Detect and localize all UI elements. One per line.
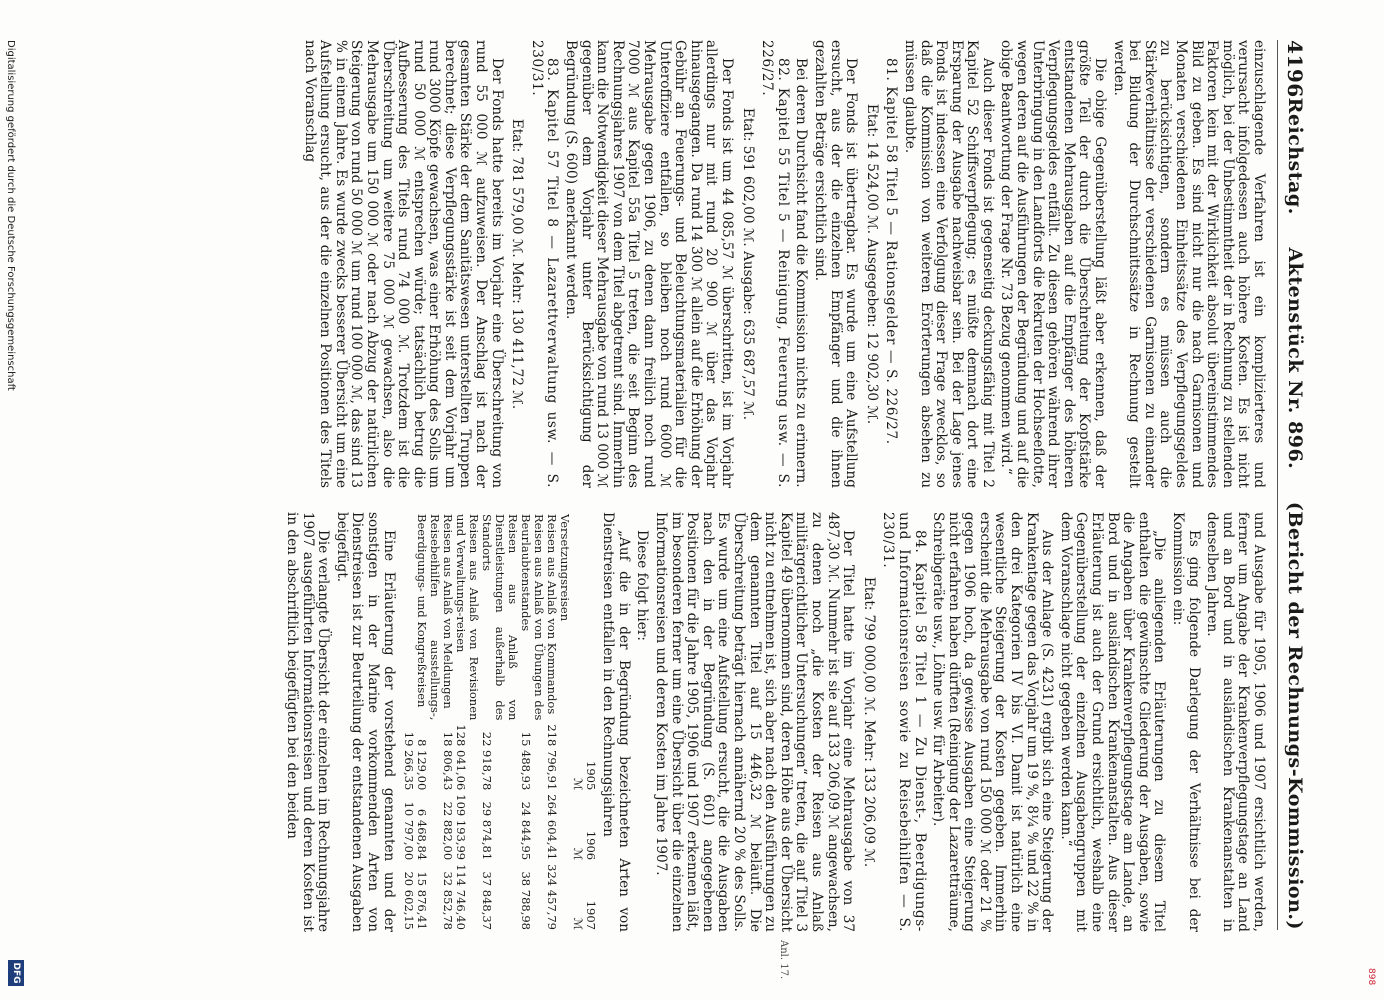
table-cell: 29 874,81 <box>479 801 494 861</box>
paragraph: Auch dieser Fonds ist gegenseitig deckungsfähig mit Titel 2 Kapitel 52 Schiffsverpflegung; es müßte demnach dort eine Ersparung der Ausgabe nachweisbar sein. Bei der Lage jenes Fonds ist indessen eine Verfolgung dieser Frage zwecklos, so daß die Kommission von weiteren Erörterungen absehen zu müssen glaubte. <box>901 40 996 488</box>
section-heading: 83. Kapitel 57 Titel 8 — Lazarettverwaltung usw. — S. 230/31. <box>528 40 561 488</box>
table-row-label: Versetzungsreisen <box>557 514 572 622</box>
table-cell: 20 602,15 <box>401 871 416 930</box>
table-cell: 15 488,93 <box>518 731 533 791</box>
paragraph: Bei deren Durchsicht fand die Kommission nichts zu erinnern. <box>793 58 810 488</box>
table-cell: 19 266,35 <box>401 731 416 791</box>
section-heading: 84. Kapitel 58 Titel 1 — Zu Dienst-, Beerdigungs- und Informationsreisen sowie zu Reisebeihilfen — S. 230/31. <box>880 512 928 932</box>
page-stamp: 898 <box>1366 968 1376 986</box>
table-cell: 37 848,37 <box>479 871 494 930</box>
table-row <box>558 512 571 932</box>
table-cell: 22 918,78 <box>479 731 494 791</box>
table-cell: 15 876,41 <box>414 871 429 930</box>
left-column <box>30 40 1266 488</box>
paragraph: Eine Erläuterung der vorstehend genannten und der sonstigen in der Marine vorkommenden Arten von Dienstreisen ist zur Beurteilung der entstandenen Ausgaben beigefügt. <box>333 512 397 932</box>
table-cell: 18 806,43 <box>440 731 455 791</box>
paragraph: einzuschlagende Verfahren ist ein komplizierteres und verursacht infolgedessen auch höhere Kosten. Es ist nicht möglich, bei der Unbestimmtheit der in Rechnung zu stellenden Faktoren kein mit der Wirklichkeit absolut übereinstimmendes Bild zu geben. Es sind nicht nur die nach Garnisonen und Monaten verschiedenen Einheitssätze des Verpflegungsgeldes zu berücksichtigen, sondern es müssen auch die Stärkeverhältnisse der verschiedenen Garnisonen zu einander bei Bildung der Durchschnittssätze in Rechnung gestellt werden. <box>1110 40 1267 488</box>
table-row <box>441 512 454 932</box>
table-row <box>519 512 545 932</box>
table-cell: 109 193,99 <box>453 794 468 861</box>
header-document: Aktenstück Nr. 896. <box>1284 247 1306 470</box>
budget-line: Etat: 14 524,00 ℳ. Ausgegeben: 12 902,30 ℳ. <box>863 103 880 425</box>
table-cell: 24 844,95 <box>518 801 533 861</box>
table-cell <box>558 722 571 792</box>
paragraph: Diese folgt hier: <box>634 530 651 641</box>
table-unit: ℳ <box>570 847 585 861</box>
budget-line: Etat: 799 000,00 ℳ. Mehr: 133 206,09 ℳ. <box>860 576 877 868</box>
paragraph: und Ausgabe für 1905, 1906 und 1907 ersichtlich werden, ferner um Angabe der Krankenverpflegungstage an Land und an Bord und in ausländischen Krankenanstalten in denselben Jahren. <box>1204 512 1267 932</box>
table-row <box>415 512 441 932</box>
table-cell: 264 604,41 <box>544 794 559 861</box>
table-row-label <box>402 512 415 722</box>
paragraph: Aus der Anlage (S. 4231) ergibt sich eine Steigerung der Krankentage gegen das Vorjahr um 19 %, 8¼ % und 22 % in den drei Kategorien IV bis VI. Damit ist natürlich eine wesentliche Steigerung der Kosten gegeben. Immerhin erscheint die Mehrausgabe von rund 150 000 ℳ oder 21 % gegen 1906 hoch, da gewisse Ausgaben eine Steigerung nicht erfahren haben dürften (Reinigung der Lazaretträume, Schreibgeräte usw., Löhne usw. für Arbeiter). <box>930 512 1056 932</box>
header-report: (Bericht der Rechnungs-Kommission.) <box>1284 501 1306 930</box>
table-row <box>402 512 415 932</box>
table-header-blank <box>584 512 597 722</box>
table-row-label: Reisen aus Anlaß von Übungen des Beurlaubtenstandes <box>518 514 546 721</box>
table-header-year: 1907 <box>583 900 598 930</box>
table-cell: 324 457,79 <box>544 864 559 930</box>
table-cell: 218 796,91 <box>544 724 559 791</box>
table-row-label: Reisen aus Anlaß von Revisionen und Verwaltungs-reisen <box>453 514 481 721</box>
table-unit: ℳ <box>570 917 585 930</box>
digitization-credit: Digitalisierung gefördert durch die Deutsche Forschungsgemeinschaft <box>5 40 16 391</box>
paragraph: Der Titel hatte im Vorjahr eine Mehrausgabe von 37 487,30 ℳ. Nunmehr ist sie auf 133 206,09 ℳ angewachsen, zu denen noch „die Kosten der Reisen aus Anlaß militärgerichtlicher Untersuchungen“ treten, die auf Titel 3 Kapitel 49 übernommen sind, deren Höhe aus der Übersicht nicht zu entnehmen ist, sich aber nach den Ausführungen zu dem genannten Titel auf 15 446,32 ℳ beläuft. Die Überschreitung beträgt hiernach annähernd 20 % des Solls. Es wurde um eine Aufstellung ersucht, die die Ausgaben nach den in der Begründung (S. 601) angegebenen Positionen für die Jahre 1905, 1906 und 1907 erkennen läßt, im besonderen ferner um eine Übersicht über die einzelnen Informationsreisen und deren Kosten im Jahre 1907. <box>653 512 857 932</box>
section-heading: 82. Kapitel 55 Titel 5 — Reinigung, Feuerung usw. — S. 226/27. <box>759 40 791 488</box>
table-cell: 6 468,84 <box>414 808 429 861</box>
table-cell: 32 852,78 <box>440 871 455 930</box>
table-row <box>480 512 519 932</box>
paragraph: Der Fonds ist um 44 085,57 ℳ überschritten, ist im Vorjahr allerdings nur mit rund 20 900 ℳ über das Vorjahr hinausgegangen. Da rund 14 300 ℳ allein auf die Erhöhung der Gebühr an Feuerungs- und Beleuchtungsmaterialien für die Unteroffiziere entfallen, so bleiben noch rund 6000 ℳ Mehrausgabe gegen 1906, zu denen dann freilich noch rund 7000 ℳ aus Kapitel 55a Titel 5 treten, die seit Beginn des Rechnungsjahres 1907 von dem Titel abgetrennt sind. Immerhin kann die Notwendigkeit dieser Mehrausgabe von rund 13 000 ℳ gegenüber dem Vorjahr unter Berücksichtigung der Begründung (S. 600) anerkannt werden. <box>563 40 735 488</box>
paragraph: Der Fonds hatte bereits im Vorjahr eine Überschreitung von rund 55 000 ℳ aufzuweisen. Der Anschlag ist nach der gesamten Stärke der dem Sanitätswesen unterstellten Truppen berechnet; diese Verpflegungsstärke ist seit dem Vorjahr um rund 3000 Köpfe gewachsen, was einer Erhöhung des Solls um rund 50 000 ℳ entsprechen würde; tatsächlich betrug die Aufbesserung des Titels rund 74 000 ℳ. Trotzdem ist die Überschreitung um weitere 75 000 ℳ gewachsen, also die Mehrausgabe um 150 000 ℳ oder nach Abzug der natürlichen Steigerung von rund 50 000 ℳ um rund 100 000 ℳ, das sind 13 % in einem Jahre. Es wurde zwecks besserer Übersicht um eine Aufstellung ersucht, aus der die einzelnen Positionen des Titels nach Voranschlag <box>301 40 505 488</box>
table-row-label: Reisen aus Anlaß von Meldungen <box>440 514 455 709</box>
page-number: 4196 <box>1283 40 1307 98</box>
table-unit-row <box>571 512 584 932</box>
budget-line: Etat: 591 602,00 ℳ. Ausgabe: 635 687,57 ℳ. <box>739 107 756 421</box>
paragraph: Die obige Gegenüberstellung läßt aber erkennen, daß der größte Teil der durch die Überschreitung der Kopfstärke entstandenen Mehrausgaben auf die Empfänger des höheren Verpflegungsgeldes entfällt. Zu diesen gehören während ihrer Unterbringung in den Landforts die Rekruten der Hochseeflotte, wegen deren auf die Ausführungen der Begründung und auf die obige Beantwortung der Frage Nr. 73 Bezug genommen wird.“ <box>998 40 1109 488</box>
table-header-year: 1906 <box>583 830 598 861</box>
paragraph: „Die anliegenden Erläuterungen zu diesem Titel enthalten die gewünschte Gliederung der Ausgaben, sowie die Angaben über Krankenverpflegungstage am Lande, an Bord und in ausländischen Krankenanstalten. Aus dieser Erläuterung ist auch der Grund ersichtlich, weshalb eine Gegenüberstellung der einzelnen Ausgabengruppen mit dem Voranschlage nicht gegeben werden kann.“ <box>1057 512 1168 932</box>
table-cell: 114 746,40 <box>453 864 468 930</box>
margin-annotation: Anl. 17. <box>778 940 789 980</box>
table-cell <box>558 792 571 862</box>
page-header <box>1277 40 1312 930</box>
table-cell: 8 129,00 <box>414 739 429 791</box>
section-heading: 81. Kapitel 58 Titel 5 — Rationsgelder — S. 226/27. <box>883 58 900 445</box>
table-cell: 38 788,98 <box>518 871 533 930</box>
right-column <box>30 512 1266 932</box>
table-cell: 128 041,06 <box>453 724 468 791</box>
table-row <box>454 512 480 932</box>
paragraph: Die verlangte Übersicht der einzelnen im Rechnungsjahre 1907 ausgeführten Informationsreisen und deren Kosten ist in den abschriftlich beigefügten bei den beiden <box>284 512 332 932</box>
table-cell <box>558 862 571 932</box>
header-chamber: Reichstag. <box>1284 97 1306 215</box>
budget-line: Etat: 781 579,00 ℳ. Mehr: 130 411,72 ℳ. <box>509 118 526 410</box>
table-row-label: Reisen aus Anlaß von Dienstleistungen außerhalb des Standorts <box>479 514 520 721</box>
table-row-label: Reisen aus Anlaß von Kommandos <box>544 514 559 715</box>
paragraph: Der Fonds ist übertragbar. Es wurde um eine Aufstellung ersucht, aus der die einzelnen Empfänger und die ihnen gezahlten Beträge ersichtlich sind. <box>811 40 860 488</box>
paragraph: Es ging folgende Darlegung der Verhältnisse bei der Kommission ein: <box>1170 512 1202 932</box>
table-row-label: Reisebeihilfen ausstellungs-, Beerdigungs- und Kongreßreisen <box>414 514 442 721</box>
table-cell: 10 797,00 <box>401 801 416 861</box>
dfg-logo: DFG <box>8 960 24 986</box>
table-unit: ℳ <box>570 777 585 791</box>
table-header-year: 1905 <box>583 761 598 791</box>
table-header-row <box>584 512 597 932</box>
table-row <box>545 512 558 932</box>
travel-costs-table <box>402 512 597 932</box>
paragraph: „Auf die in der Begründung bezeichneten Arten von Dienstreisen entfallen in den Rechnungsjahren <box>600 512 632 932</box>
table-cell: 22 882,00 <box>440 801 455 861</box>
